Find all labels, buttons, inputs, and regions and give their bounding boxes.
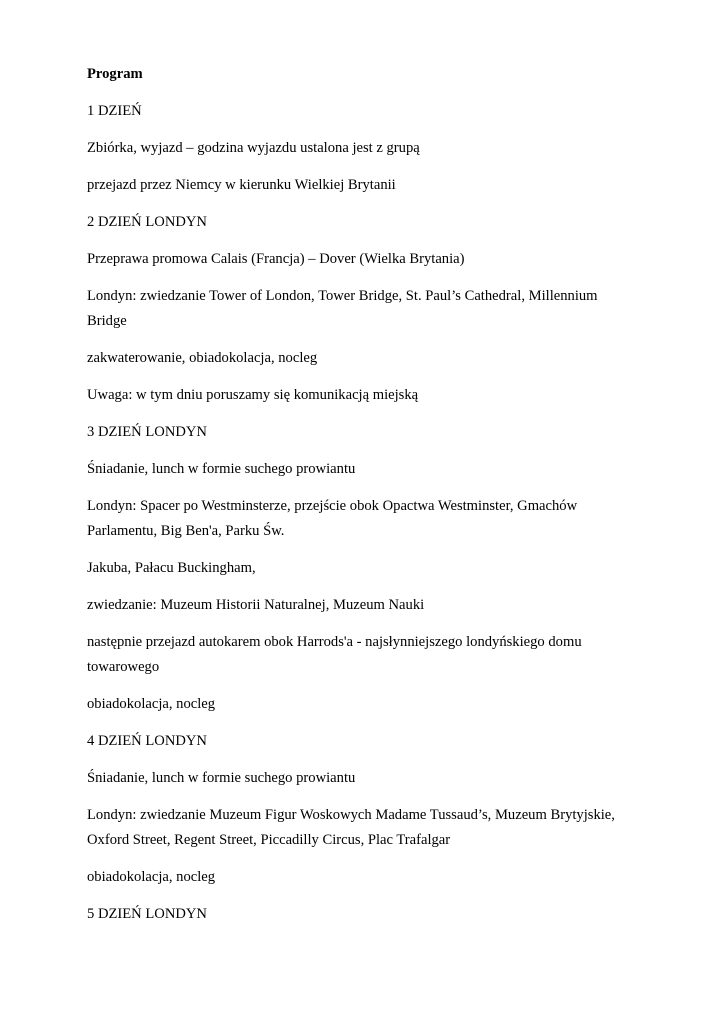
paragraph: Przeprawa promowa Calais (Francja) – Dover (Wielka Brytania) [87, 251, 465, 267]
paragraph: Zbiórka, wyjazd – godzina wyjazdu ustalona jest z grupą [87, 140, 420, 156]
document-body [87, 62, 637, 939]
paragraph: zakwaterowanie, obiadokolacja, nocleg [87, 350, 318, 366]
paragraph: Londyn: zwiedzanie Tower of London, Tower Bridge, St. Paul’s Cathedral, Millennium Bridge [87, 288, 598, 329]
day-1-heading: 1 DZIEŃ [87, 103, 142, 119]
paragraph: Uwaga: w tym dniu poruszamy się komunikacją miejską [87, 387, 419, 403]
paragraph: następnie przejazd autokarem obok Harrods'a - najsłynniejszego londyńskiego domu towarowego [87, 634, 582, 675]
paragraph: obiadokolacja, nocleg [87, 696, 216, 712]
paragraph: Londyn: Spacer po Westminsterze, przejście obok Opactwa Westminster, Gmachów Parlamentu, Big Ben'a, Parku Św. [87, 498, 578, 539]
paragraph: Jakuba, Pałacu Buckingham, [87, 560, 256, 576]
day-3-heading: 3 DZIEŃ LONDYN [87, 424, 207, 440]
paragraph: Śniadanie, lunch w formie suchego prowiantu [87, 461, 356, 477]
paragraph: Londyn: zwiedzanie Muzeum Figur Woskowych Madame Tussaud’s, Muzeum Brytyjskie, Oxford Street, Regent Street, Piccadilly Circus, Plac Trafalgar [87, 807, 615, 848]
paragraph: Śniadanie, lunch w formie suchego prowiantu [87, 770, 356, 786]
day-2-heading: 2 DZIEŃ LONDYN [87, 214, 207, 230]
paragraph: zwiedzanie: Muzeum Historii Naturalnej, Muzeum Nauki [87, 597, 425, 613]
paragraph: przejazd przez Niemcy w kierunku Wielkiej Brytanii [87, 177, 396, 193]
day-5-heading: 5 DZIEŃ LONDYN [87, 906, 207, 922]
paragraph: obiadokolacja, nocleg [87, 869, 216, 885]
document-title: Program [87, 66, 143, 82]
day-4-heading: 4 DZIEŃ LONDYN [87, 733, 207, 749]
